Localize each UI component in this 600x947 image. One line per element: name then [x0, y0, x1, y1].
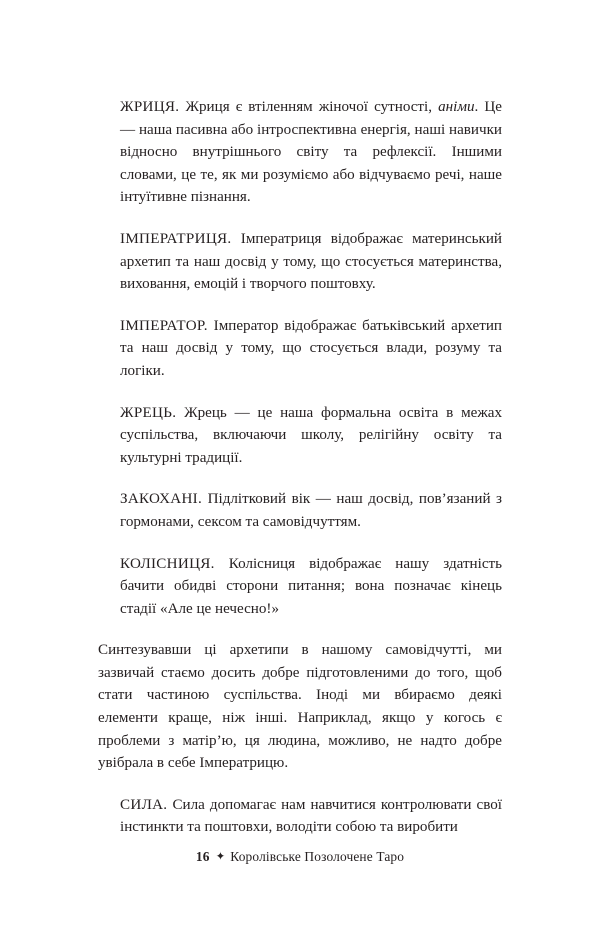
entry-text: Підлітковий вік — наш досвід, пов’язаний з гормонами, сексом та самовідчуттям.: [120, 491, 502, 530]
entry-term: ІМПЕРАТОР.: [120, 317, 208, 334]
entry-text: Колісниця відображає нашу здатність бачити обидві сторони питання; вона позначає кінець стадії «Але це нечесно!»: [120, 555, 502, 617]
entry-term: ЖРИЦЯ.: [120, 99, 180, 115]
entry-text: Сила допомагає нам навчитися контролювати свої інстинкти та поштовхи, володіти собою та виробити: [120, 796, 502, 836]
diamond-ornament-icon: ✦: [215, 851, 226, 863]
page-footer: [0, 848, 600, 866]
entry-text-part-1: Жриця є втіленням жіночої сутності,: [179, 99, 439, 115]
page-number: 16: [195, 849, 210, 864]
entry-term: ЖРЕЦЬ.: [120, 404, 177, 421]
page-text-column: [98, 96, 502, 839]
entry-lovers: [98, 488, 502, 533]
entry-chariot: [98, 553, 502, 621]
entry-emperor: [98, 315, 502, 383]
entry-text: Імператриця відображає материнський архетип та наш досвід у тому, що стосується материнства, виховання, емоцій і творчого поштовху.: [120, 230, 502, 293]
entry-term: ЗАКОХАНІ.: [120, 491, 203, 508]
entry-hierophant: [98, 402, 502, 470]
entry-empress: [98, 228, 502, 296]
entry-priestess: [98, 96, 502, 209]
entry-italic-term: аніми: [438, 99, 475, 115]
entry-text: Жрець — це наша формальна освіта в межах суспільства, включаючи школу, релігійну освіту та культурні традиції.: [120, 404, 502, 466]
entry-term: СИЛА.: [120, 796, 168, 813]
entry-strength: [98, 794, 502, 839]
entry-text: Імператор відображає батьківський архетип та наш досвід у тому, що стосується влади, розуму та логіки.: [120, 317, 502, 379]
entry-term: ІМПЕРАТРИЦЯ.: [120, 230, 232, 247]
entry-term: КОЛІСНИЦЯ.: [120, 555, 215, 572]
entry-text-part-2: . Це — наша пасивна або інтроспективна енергія, наші навички відносно внутрішнього світу та рефлексії. Іншими словами, це те, як ми розуміємо або відчуваємо речі, наше інтуїтивне пізнання.: [120, 99, 502, 206]
running-head-title: Королівське Позолочене Таро: [230, 849, 405, 864]
body-paragraph: Синтезувавши ці архетипи в нашому самовідчутті, ми зазвичай стаємо досить добре підготовленими до того, щоб стати частиною суспільства. Іноді ми вбираємо деякі елементи краще, ніж інші. Наприклад, якщо у когось є проблеми з матір’ю, ця людина, можливо, не надто добре увібрала в себе Імператрицю.: [98, 642, 502, 772]
